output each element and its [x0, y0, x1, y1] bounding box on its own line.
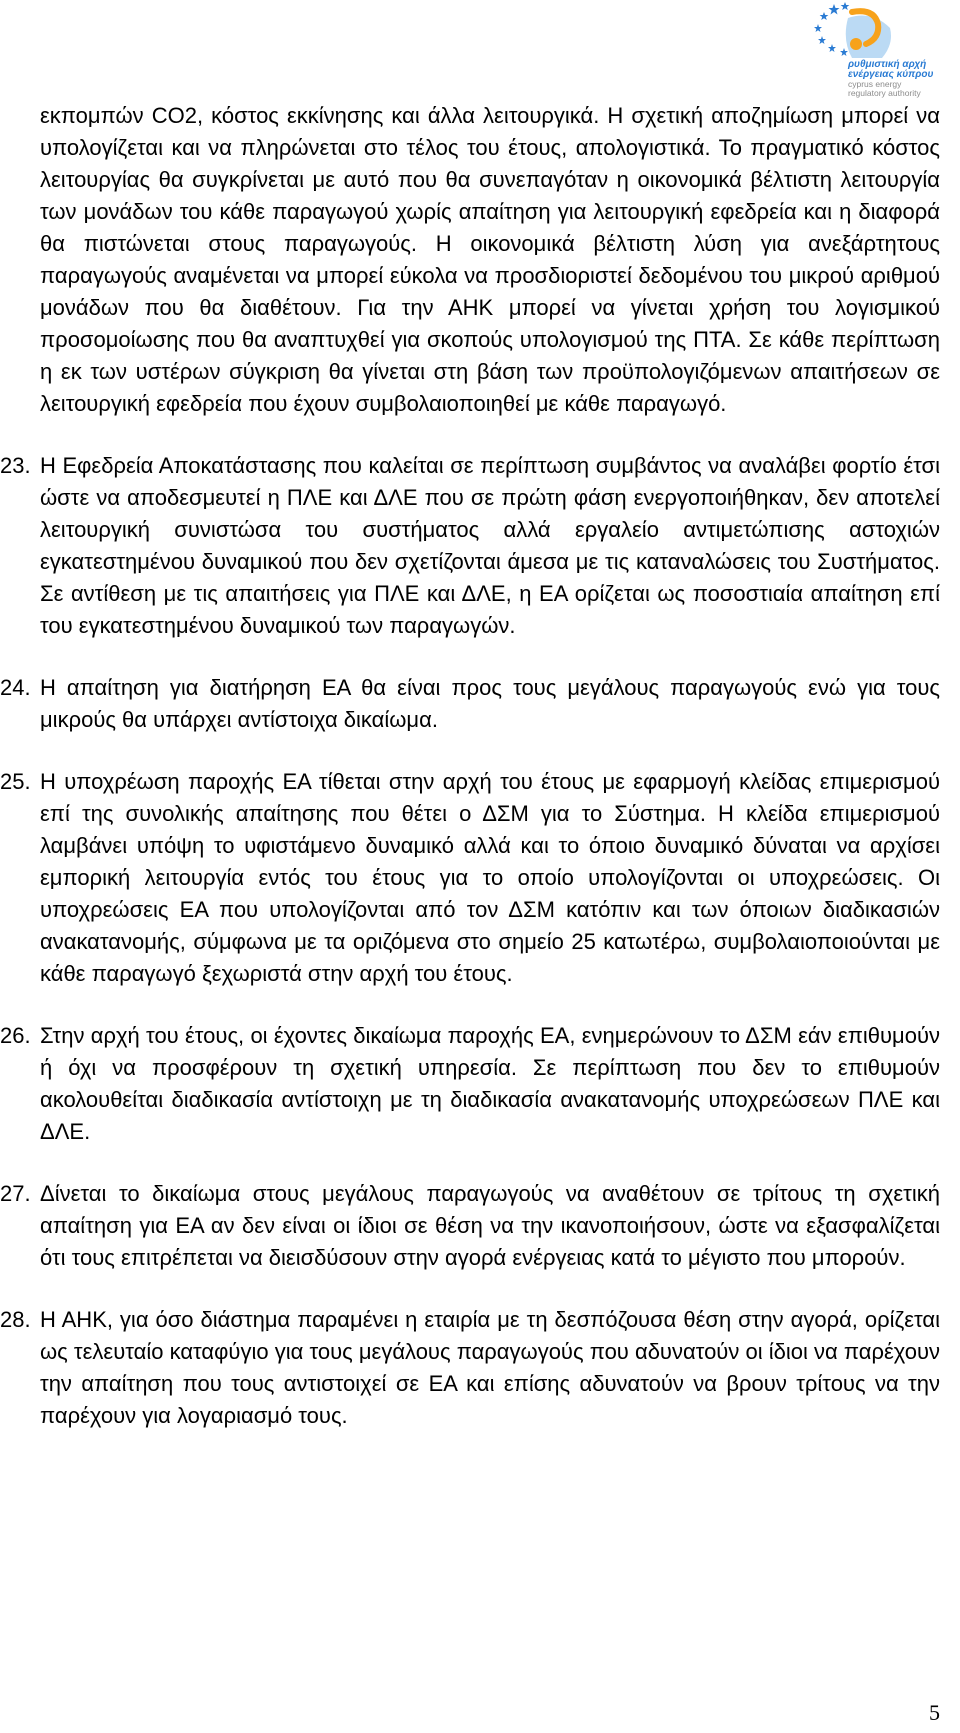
numbered-item [0, 766, 940, 990]
item-text: Η υποχρέωση παροχής ΕΑ τίθεται στην αρχή του έτους με εφαρμογή κλείδας επιμερισμού επί της συνολικής απαίτησης που θέτει ο ΔΣΜ για το Σύστημα. Η κλείδα επιμερισμού λαμβάνει υπόψη το υφιστάμενο δυναμικό αλλά και το όποιο δυναμικό δύναται να αρχίσει εμπορική λειτουργία εντός του έτους για το οποίο υπολογίζονται οι υποχρεώσεις. Οι υποχρεώσεις ΕΑ που υπολογίζονται από τον ΔΣΜ κατόπιν και των όποιων διαδικασιών ανακατανομής, σύμφωνα με τα οριζόμενα στο σημείο 25 κατωτέρω, συμβολαιοποιούνται με κάθε παραγωγό ξεχωριστά στην αρχή του έτους. [40, 769, 940, 986]
numbered-item [0, 1304, 940, 1432]
item-number: 23. [0, 453, 31, 478]
logo-text-greek-2: ενέργειας κύπρου [848, 69, 934, 80]
item-number: 25. [0, 769, 31, 794]
cera-logo-icon [812, 0, 896, 60]
item-number: 28. [0, 1307, 31, 1332]
intro-paragraph: εκπομπών CO2, κόστος εκκίνησης και άλλα λειτουργικά. Η σχετική αποζημίωση μπορεί να υπολογίζεται και να πληρώνεται στο τέλος του έτους, απολογιστικά. Το πραγματικό κόστος λειτουργίας θα συγκρίνεται με αυτό που θα συνεπαγόταν η οικονομικά βέλτιστη λειτουργία των μονάδων του κάθε παραγωγού χωρίς απαίτηση για λειτουργική εφεδρεία και η διαφορά θα πιστώνεται στους παραγωγούς. Η οικονομικά βέλτιστη λύση για ανεξάρτητους παραγωγούς αναμένεται να μπορεί εύκολα να προσδιοριστεί δεδομένου του μικρού αριθμού μονάδων που θα διαθέτουν. Για την ΑΗΚ μπορεί να γίνεται χρήση του λογισμικού προσομοίωσης που θα αναπτυχθεί για σκοπούς υπολογισμού της ΠΤΑ. Σε κάθε περίπτωση η εκ των υστέρων σύγκριση θα γίνεται στη βάση των προϋπολογιζόμενων απαιτήσεων σε λειτουργική εφεδρεία που έχουν συμβολαιοποιηθεί με κάθε παραγωγό. [40, 103, 940, 416]
logo-text [848, 60, 960, 97]
numbered-item [0, 450, 940, 642]
item-text: Η απαίτηση για διατήρηση ΕΑ θα είναι προς τους μεγάλους παραγωγούς ενώ για τους μικρούς θα υπάρχει αντίστοιχα δικαίωμα. [40, 675, 940, 732]
item-number: 27. [0, 1181, 31, 1206]
item-text: Η ΑΗΚ, για όσο διάστημα παραμένει η εταιρία με τη δεσπόζουσα θέση στην αγορά, ορίζεται ως τελευταίο καταφύγιο για τους μεγάλους παραγωγούς που αδυνατούν οι ίδιοι να παρέχουν την απαίτηση που τους αντιστοιχεί σε ΕΑ και επίσης αδυνατούν να βρουν τρίτους να την παρέχουν για λογαριασμό τους. [40, 1307, 940, 1428]
document-body [0, 100, 940, 1432]
item-number: 24. [0, 675, 31, 700]
item-text: Δίνεται το δικαίωμα στους μεγάλους παραγωγούς να αναθέτουν σε τρίτους τη σχετική απαίτηση για ΕΑ αν δεν είναι οι ίδιοι σε θέση να την ικανοποιήσουν, ώστε να εξασφαλίζεται ότι τους επιτρέπεται να διεισδύσουν στην αγορά ενέργειας κατά το μέγιστο που μπορούν. [40, 1181, 940, 1270]
numbered-item [0, 672, 940, 736]
item-text: Στην αρχή του έτους, οι έχοντες δικαίωμα παροχής ΕΑ, ενημερώνουν το ΔΣΜ εάν επιθυμούν ή όχι να προσφέρουν τη σχετική υπηρεσία. Σε περίπτωση που δεν το επιθυμούν ακολουθείται διαδικασία αντίστοιχη με τη διαδικασία ανακατανομής υποχρεώσεων ΠΛΕ και ΔΛΕ. [40, 1023, 940, 1144]
numbered-item [0, 1178, 940, 1274]
logo-text-greek-1: ρυθμιστική αρχή [848, 59, 927, 70]
item-text: Η Εφεδρεία Αποκατάστασης που καλείται σε περίπτωση συμβάντος να αναλάβει φορτίο έτσι ώστε να αποδεσμευτεί η ΠΛΕ και ΔΛΕ που σε πρώτη φάση ενεργοποιήθηκαν, δεν αποτελεί λειτουργική συνιστώσα του συστήματος αλλά εργαλείο αντιμετώπισης αστοχιών εγκατεστημένου δυναμικού που δεν σχετίζονται άμεσα με τις καταναλώσεις του Συστήματος. Σε αντίθεση με τις απαιτήσεις για ΠΛΕ και ΔΛΕ, η ΕΑ ορίζεται ως ποσοστιαία απαίτηση επί του εγκατεστημένου δυναμικού των παραγωγών. [40, 453, 940, 638]
page-number: 5 [929, 1700, 940, 1725]
logo-text-english-2: regulatory authority [848, 87, 921, 98]
logo-text-english-1: cyprus energy [848, 79, 902, 89]
cera-logo [808, 0, 960, 100]
item-number: 26. [0, 1023, 31, 1048]
numbered-item [0, 1020, 940, 1148]
